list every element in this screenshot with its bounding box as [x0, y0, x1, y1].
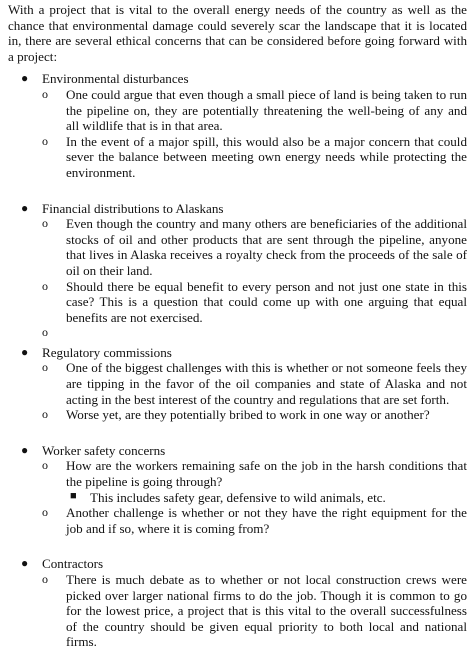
list-item-text: One of the biggest challenges with this is whether or not someone feels they are tipping in the favor of the oil companies and state of Alaska and not acting in the best interest of the country and regulations that are set forth. [66, 360, 467, 407]
list-item-text: One could argue that even though a small piece of land is being taken to run the pipeline on, they are potentially threatening the well-being of any and all wildlife that is in that area. [66, 86, 467, 134]
sub-bullet-icon: o [42, 572, 48, 586]
section-title: Regulatory commissions [42, 344, 172, 360]
sub-bullet-icon: o [42, 278, 48, 293]
section-items [42, 87, 467, 181]
concerns-list [8, 71, 467, 650]
list-item-text: Worse yet, are they potentially bribed to work in one way or another? [66, 407, 430, 423]
list-item [42, 572, 467, 650]
sub-bullet-icon: o [42, 407, 48, 422]
list-item [42, 407, 467, 423]
section-contractors [8, 556, 467, 650]
sub-bullet-icon: o [42, 360, 48, 375]
sub-list-item-text: This includes safety gear, defensive to wild animals, etc. [90, 489, 386, 505]
section-worker-safety [8, 443, 467, 537]
list-item [42, 134, 467, 181]
list-item [42, 216, 467, 278]
sub-bullet-icon: o [42, 216, 48, 231]
intro-paragraph: With a project that is vital to the overall energy needs of the country as well as the chance that environmental damage could severely scar the landscape that it is located in, there are several ethical concerns that can be considered before going forward with a project: [8, 2, 467, 64]
sub-bullet-icon: o [42, 505, 48, 520]
section-items [42, 458, 467, 536]
list-item [42, 87, 467, 134]
section-items [42, 360, 467, 422]
list-item [42, 360, 467, 407]
sub-bullet-icon: o [42, 458, 48, 473]
bullet-icon: ● [21, 200, 29, 215]
bullet-icon: ● [21, 442, 29, 457]
bullet-icon: ● [21, 344, 29, 359]
list-item-text: How are the workers remaining safe on the job in the harsh conditions that the pipeline is going through? [66, 458, 467, 490]
sub-bullet-icon: o [42, 325, 48, 340]
sub-bullet-icon: o [42, 86, 48, 101]
section-items [42, 572, 467, 650]
section-title: Environmental disturbances [42, 71, 189, 87]
empty-list-item [42, 325, 467, 341]
sub-bullet-icon: o [42, 133, 48, 148]
square-bullet-icon: ■ [70, 489, 77, 502]
section-items [42, 216, 467, 341]
sub-list-item [66, 490, 467, 506]
section-title: Financial distributions to Alaskans [42, 200, 224, 216]
list-item-text: Should there be equal benefit to every person and not just one state in this case? This is a question that could come up with one arguing that equal benefits are not exercised. [66, 278, 467, 325]
bullet-icon: ● [21, 556, 29, 571]
sub-items [66, 490, 467, 506]
list-item [42, 458, 467, 505]
list-item-text: There is much debate as to whether or not local construction crews were picked over larger national firms to do the job. Though it is common to go for the lowest price, a project that is this vital to the overall successfulness of the country should be given equal priority to both local and national firms. [66, 572, 467, 650]
section-title: Worker safety concerns [42, 442, 166, 458]
section-regulatory-commissions [8, 345, 467, 423]
list-item-text: Even though the country and many others are beneficiaries of the additional stocks of oil and other products that are sent through the pipeline, anyone that lives in Alaska receives a royalty check from the proceeds of the sale of oil on their land. [66, 216, 467, 278]
list-item [42, 505, 467, 536]
list-item-text: In the event of a major spill, this would also be a major concern that could sever the balance between meeting own energy needs while protecting the environment. [66, 133, 467, 180]
section-title: Contractors [42, 556, 104, 572]
list-item-text: Another challenge is whether or not they have the right equipment for the job and if so, where it is coming from? [66, 505, 467, 536]
section-environmental-disturbances [8, 71, 467, 180]
list-item [42, 279, 467, 326]
section-financial-distributions [8, 201, 467, 341]
bullet-icon: ● [21, 71, 29, 86]
